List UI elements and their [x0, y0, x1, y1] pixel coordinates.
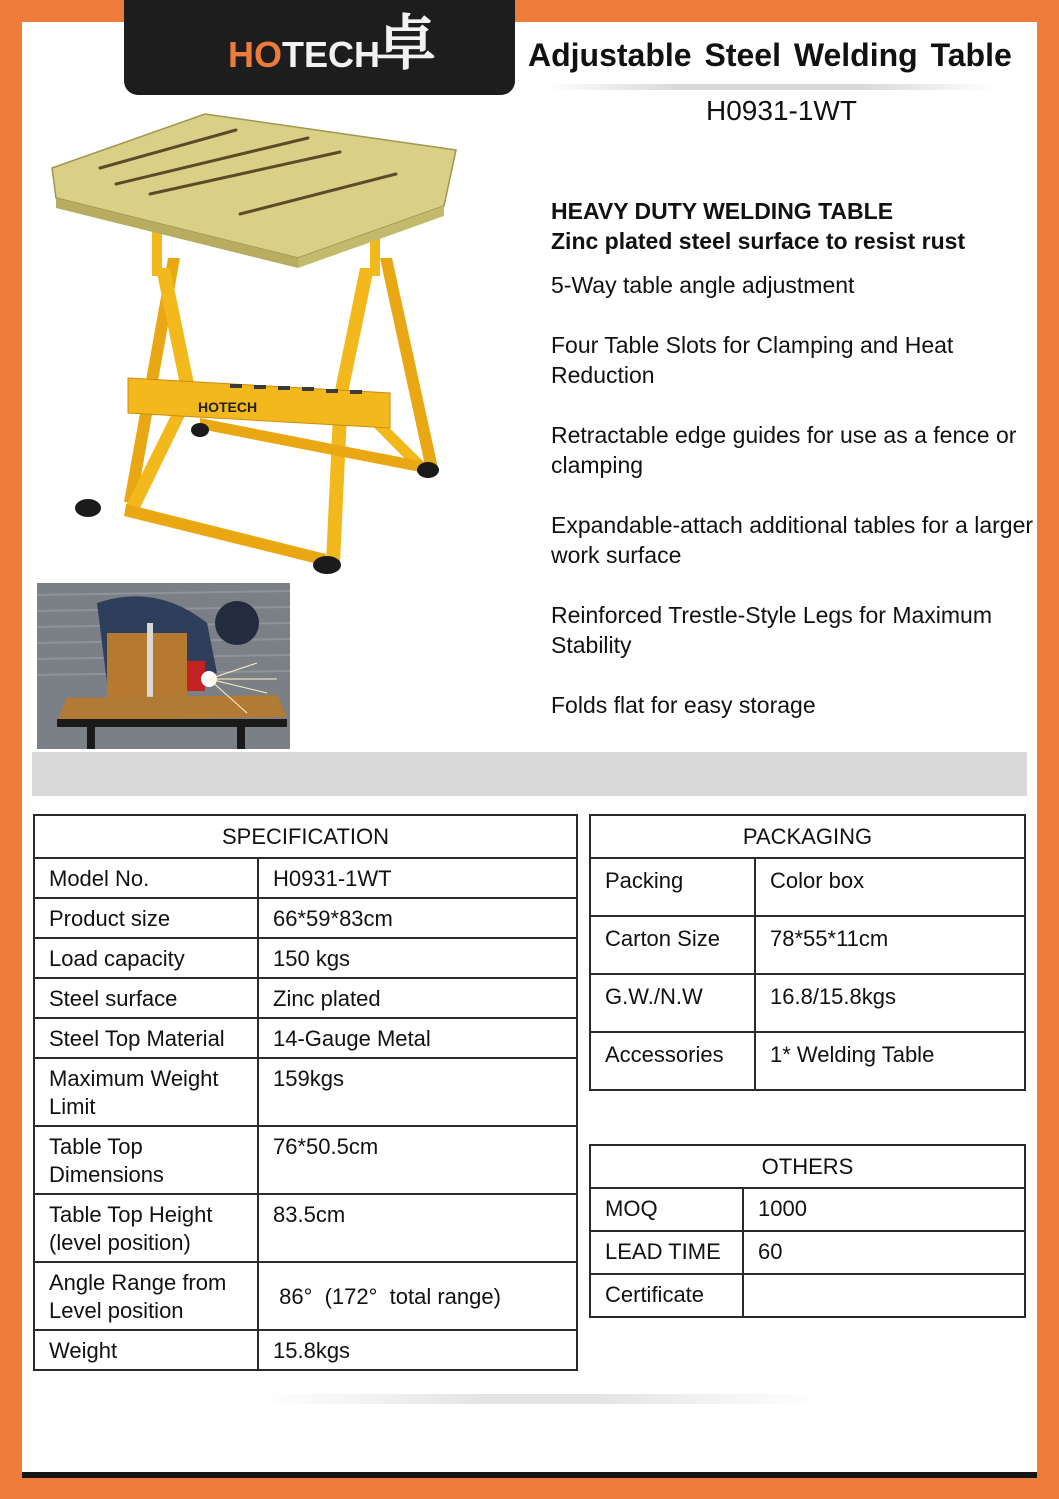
- others-table: [589, 1144, 1026, 1318]
- spec-value: 159kgs: [258, 1058, 577, 1126]
- feature-item: 5-Way table angle adjustment: [551, 272, 855, 298]
- feature-item: Expandable-attach additional tables for a larger work surface: [551, 512, 1034, 568]
- brand-prefix: HO: [228, 34, 282, 75]
- packaging-key: Carton Size: [590, 916, 755, 974]
- spec-key: Load capacity: [34, 938, 258, 978]
- features-heading-1: HEAVY DUTY WELDING TABLE: [551, 198, 894, 224]
- table-row: [590, 916, 1025, 974]
- table-row: [590, 858, 1025, 916]
- packaging-value: Color box: [755, 858, 1025, 916]
- others-key: LEAD TIME: [590, 1231, 743, 1274]
- table-row: [34, 1126, 577, 1194]
- spec-key: Model No.: [34, 858, 258, 898]
- specification-title: SPECIFICATION: [34, 815, 577, 858]
- model-code: H0931-1WT: [706, 95, 857, 126]
- crossbar-logo: HOTECH: [198, 399, 258, 415]
- table-row: [590, 974, 1025, 1032]
- spec-key: Angle Range from Level position: [34, 1262, 258, 1330]
- packaging-key: Accessories: [590, 1032, 755, 1090]
- features-list: [551, 270, 1041, 720]
- spec-key: Table Top Height (level position): [34, 1194, 258, 1262]
- packaging-table: [589, 814, 1026, 1091]
- packaging-value: 1* Welding Table: [755, 1032, 1025, 1090]
- spec-value: 150 kgs: [258, 938, 577, 978]
- feature-item: Retractable edge guides for use as a fence or clamping: [551, 422, 1017, 478]
- table-row: [34, 1058, 577, 1126]
- others-title: OTHERS: [590, 1145, 1025, 1188]
- table-row: [34, 938, 577, 978]
- brand-wordmark: [228, 34, 380, 76]
- packaging-key: Packing: [590, 858, 755, 916]
- spec-key: Steel Top Material: [34, 1018, 258, 1058]
- others-key: MOQ: [590, 1188, 743, 1231]
- table-row: [590, 1188, 1025, 1231]
- specification-table: [33, 814, 578, 1371]
- spec-key: Weight: [34, 1330, 258, 1370]
- feature-item: Four Table Slots for Clamping and Heat Reduction: [551, 332, 954, 388]
- features-heading-2: Zinc plated steel surface to resist rust: [551, 228, 966, 254]
- brand-logo: [124, 0, 515, 95]
- spec-key: Steel surface: [34, 978, 258, 1018]
- spec-key: Table Top Dimensions: [34, 1126, 258, 1194]
- spec-key: Product size: [34, 898, 258, 938]
- others-value: 60: [743, 1231, 1025, 1274]
- table-row: [34, 978, 577, 1018]
- spec-value: Zinc plated: [258, 978, 577, 1018]
- spec-value: 14-Gauge Metal: [258, 1018, 577, 1058]
- table-row: [34, 898, 577, 938]
- table-row: [590, 1274, 1025, 1317]
- bottom-shadow: [260, 1394, 820, 1404]
- brand-glyph: 卓: [376, 9, 436, 79]
- packaging-key: G.W./N.W: [590, 974, 755, 1032]
- welding-photo: [37, 583, 290, 749]
- others-key: Certificate: [590, 1274, 743, 1317]
- packaging-title: PACKAGING: [590, 815, 1025, 858]
- spec-key: Maximum Weight Limit: [34, 1058, 258, 1126]
- table-row: [590, 1231, 1025, 1274]
- spec-value: H0931-1WT: [258, 858, 577, 898]
- table-row: [34, 1330, 577, 1370]
- bottom-rule: [22, 1472, 1037, 1478]
- packaging-value: 16.8/15.8kgs: [755, 974, 1025, 1032]
- feature-item: Folds flat for easy storage: [551, 692, 816, 718]
- section-divider-band: [32, 752, 1027, 796]
- title-underline: [545, 84, 995, 90]
- others-value: [743, 1274, 1025, 1317]
- table-row: [34, 858, 577, 898]
- table-row: [34, 1262, 577, 1330]
- spec-value: 76*50.5cm: [258, 1126, 577, 1194]
- others-value: 1000: [743, 1188, 1025, 1231]
- table-row: [590, 1032, 1025, 1090]
- spec-value: 83.5cm: [258, 1194, 577, 1262]
- spec-value: 15.8kgs: [258, 1330, 577, 1370]
- page-title: Adjustable Steel Welding Table: [528, 37, 1012, 73]
- spec-value: 66*59*83cm: [258, 898, 577, 938]
- brand-suffix: TECH: [282, 34, 380, 75]
- features-panel: [551, 196, 1041, 750]
- spec-value: 86° (172° total range): [258, 1262, 577, 1330]
- feature-item: Reinforced Trestle-Style Legs for Maximum Stability: [551, 602, 992, 658]
- packaging-value: 78*55*11cm: [755, 916, 1025, 974]
- table-row: [34, 1018, 577, 1058]
- table-row: [34, 1194, 577, 1262]
- welding-table-image: [40, 108, 470, 578]
